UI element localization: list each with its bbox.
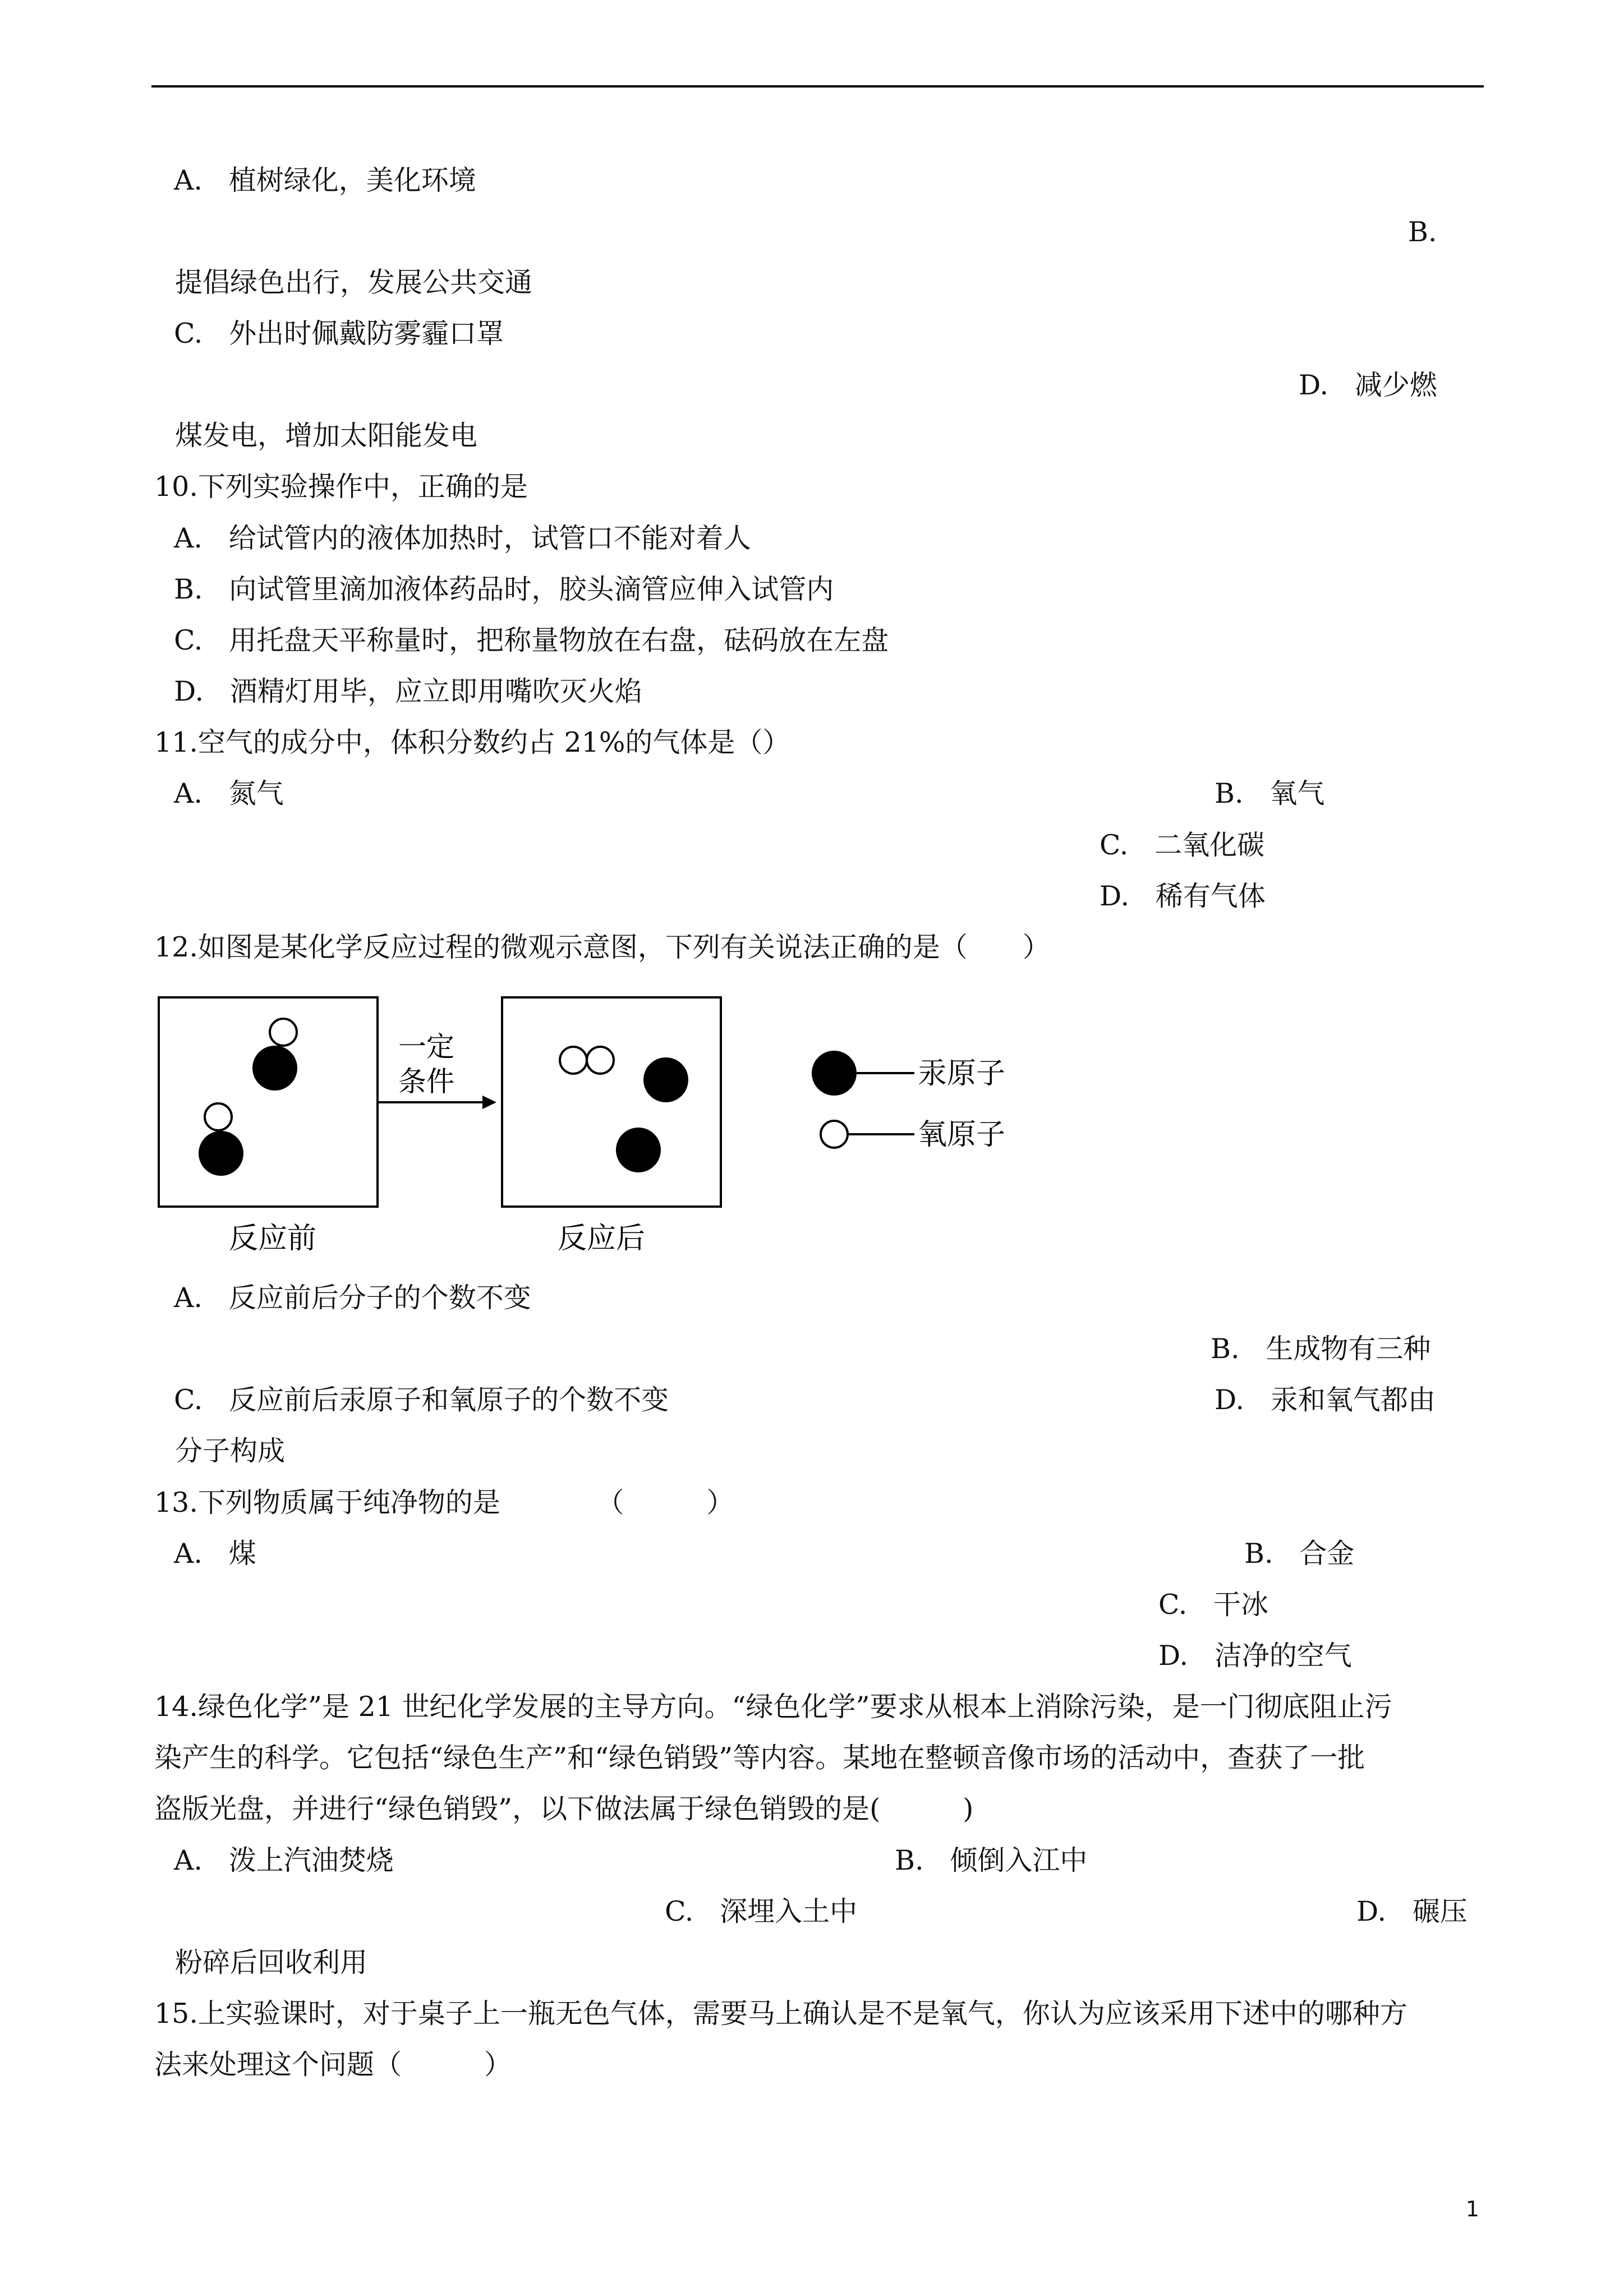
condition-line1: 一定	[398, 1030, 454, 1063]
after-reaction-box	[502, 997, 721, 1207]
before-caption: 反应前	[228, 1222, 317, 1255]
oxygen-atom	[270, 1019, 297, 1046]
q14-option-d: D. 碾压	[1356, 1895, 1467, 1927]
q12-option-a: A. 反应前后分子的个数不变	[174, 1282, 531, 1314]
q10-option-c: C. 用托盘天平称量时，把称量物放在右盘，砝码放在左盘	[174, 624, 889, 656]
after-caption: 反应后	[557, 1222, 646, 1255]
q14-option-a: A. 泼上汽油焚烧	[174, 1844, 394, 1876]
q9-option-c: C. 外出时佩戴防雾霾口罩	[174, 318, 504, 349]
q11-option-d: D. 稀有气体	[1099, 880, 1266, 912]
q13-stem: 13.下列物质属于纯净物的是 （ ）	[154, 1487, 734, 1519]
legend-oxygen-label: 氧原子	[918, 1118, 1006, 1152]
q12-stem: 12.如图是某化学反应过程的微观示意图，下列有关说法正确的是（ ）	[154, 931, 1050, 963]
q10-option-a: A. 给试管内的液体加热时，试管口不能对着人	[174, 522, 751, 554]
q13-option-a: A. 煤	[174, 1538, 256, 1570]
q14-stem-line2: 染产生的科学。它包括“绿色生产”和“绿色销毁”等内容。某地在整顿音像市场的活动中，查获了一批	[154, 1742, 1365, 1774]
mercury-atom	[616, 1128, 661, 1172]
q13-option-c: C. 干冰	[1158, 1589, 1269, 1621]
legend-mercury-label: 汞原子	[918, 1057, 1006, 1091]
q10-option-b: B. 向试管里滴加液体药品时，胶头滴管应伸入试管内	[174, 573, 834, 605]
q9-option-c-text: 外出时佩戴防雾霾口罩	[229, 318, 504, 349]
q14-option-c: C. 深埋入土中	[665, 1895, 858, 1927]
page-number: 1	[1465, 2197, 1479, 2221]
before-reaction-box	[159, 997, 378, 1207]
q13-option-b: B. 合金	[1244, 1538, 1355, 1570]
legend-oxygen-icon	[821, 1121, 848, 1148]
legend-mercury-icon	[812, 1051, 857, 1096]
q11-option-c: C. 二氧化碳	[1099, 829, 1265, 861]
q9-option-b-text: 提倡绿色出行，发展公共交通	[175, 266, 533, 298]
oxygen-atom	[205, 1103, 232, 1130]
q15-stem-line1: 15.上实验课时，对于桌子上一瓶无色气体，需要马上确认是不是氧气，你认为应该采用下述中的哪种方	[154, 1998, 1407, 2030]
q14-stem-line3: 盗版光盘，并进行“绿色销毁”，以下做法属于绿色销毁的是( )	[154, 1793, 974, 1825]
q13-option-d: D. 洁净的空气	[1158, 1640, 1352, 1672]
q14-option-d-continued: 粉碎后回收利用	[175, 1947, 368, 1978]
mercury-atom	[252, 1046, 297, 1091]
q10-stem: 10.下列实验操作中，正确的是	[154, 471, 528, 503]
oxygen-atom	[587, 1047, 614, 1074]
header-rule	[151, 85, 1484, 88]
q9-option-a-text: 植树绿化，美化环境	[228, 164, 476, 196]
mercury-atom	[643, 1057, 688, 1102]
q12-option-b: B. 生成物有三种	[1211, 1333, 1431, 1365]
condition-line2: 条件	[398, 1065, 454, 1098]
q11-option-a: A. 氮气	[174, 777, 284, 809]
q11-stem: 11.空气的成分中，体积分数约占 21%的气体是（）	[154, 726, 790, 758]
reaction-arrow-head	[482, 1096, 496, 1109]
q9-option-d-continued: 煤发电，增加太阳能发电	[175, 420, 478, 452]
q15-stem-line2: 法来处理这个问题（ ）	[154, 2049, 512, 2081]
q10-option-d: D. 酒精灯用毕，应立即用嘴吹灭火焰	[174, 675, 642, 707]
q9-option-b-label: B.	[1408, 216, 1437, 248]
mercury-atom	[199, 1131, 243, 1176]
q14-stem-line1: 14.绿色化学”是 21 世纪化学发展的主导方向。“绿色化学”要求从根本上消除污染，是一门彻底阻止污	[154, 1691, 1392, 1723]
q9-option-d: D. 减少燃	[1299, 369, 1437, 401]
q12-option-d-continued: 分子构成	[175, 1435, 286, 1467]
q12-option-c: C. 反应前后汞原子和氧原子的个数不变	[174, 1384, 669, 1416]
q12-option-d: D. 汞和氧气都由	[1214, 1384, 1436, 1416]
oxygen-atom	[560, 1047, 587, 1074]
q14-option-b: B. 倾倒入江中	[895, 1844, 1088, 1876]
q9-option-a: A. 植树绿化，美化环境	[174, 164, 476, 196]
q11-option-b: B. 氧气	[1214, 777, 1325, 809]
